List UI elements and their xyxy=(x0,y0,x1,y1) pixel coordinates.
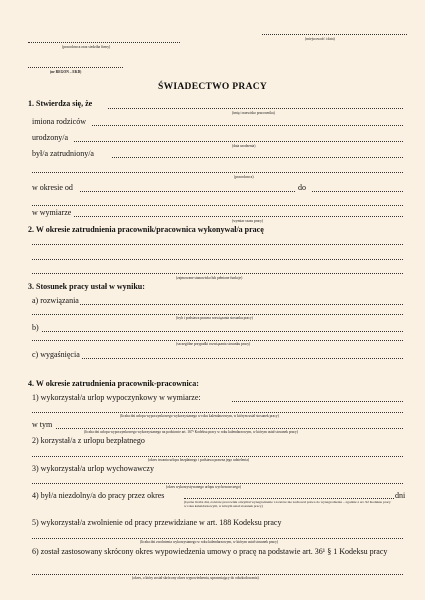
employee-name-caption: (imię i nazwisko pracownika) xyxy=(232,111,275,115)
regon-line[interactable] xyxy=(28,66,123,68)
termination-b-caption: (szczególne przypadki rozwiązania stosunku pracy) xyxy=(176,342,251,346)
item-1b-caption: (liczba dni urlopu wypoczynkowego wykorzystanego na podstawie art. 167¹ Kodeksu pracy w roku kalendarzowym, w którym ustał stosunek pracy) xyxy=(84,430,299,434)
birth-date-field[interactable] xyxy=(74,140,403,142)
termination-b-field[interactable] xyxy=(42,330,403,332)
period-extra-field[interactable] xyxy=(32,204,403,206)
item-2-label: 2) korzystał/a z urlopu bezpłatnego xyxy=(32,436,145,445)
item-5-field[interactable] xyxy=(32,537,403,539)
termination-a-caption: (tryb i podstawa prawna rozwiązania stosunku pracy) xyxy=(176,316,253,320)
employed-field-2[interactable] xyxy=(32,171,403,173)
item-1b-field[interactable] xyxy=(56,427,403,429)
employed-field[interactable] xyxy=(112,156,403,158)
position-field-1[interactable] xyxy=(32,243,403,245)
item-6-label: 6) został zastosowany skrócony okres wypowiedzenia umowy o pracę na podstawie art. 36¹ § 1 Kodeksu pracy xyxy=(32,547,388,556)
document-title: ŚWIADECTWO PRACY xyxy=(158,82,268,92)
period-from-label: w okresie od xyxy=(32,183,73,192)
period-from-field[interactable] xyxy=(80,190,295,192)
employed-label: był/a zatrudniony/a xyxy=(32,149,94,158)
termination-a-field[interactable] xyxy=(80,303,403,305)
position-field-3[interactable] xyxy=(32,272,403,274)
item-1b-label: w tym xyxy=(32,420,53,429)
born-label: urodzony/a xyxy=(32,133,68,142)
dimension-label: w wymiarze xyxy=(32,208,72,217)
item-5-label: 5) wykorzystał/a zwolnienie od pracy przewidziane w art. 188 Kodeksu pracy xyxy=(32,518,282,527)
item-1-field-2[interactable] xyxy=(32,411,403,413)
parents-field[interactable] xyxy=(92,124,403,126)
item-2-caption: (okres trwania urlopu bezpłatnego i podstawa prawna jego udzielenia) xyxy=(148,458,249,462)
termination-a-label: a) rozwiązania xyxy=(32,296,79,305)
dimension-caption: (wymiar czasu pracy) xyxy=(232,219,264,223)
section-1-heading: 1. Stwierdza się, że xyxy=(28,99,93,108)
section-3-heading: 3. Stosunek pracy ustał w wyniku: xyxy=(28,282,145,291)
termination-b-label: b) xyxy=(32,323,39,332)
section-2-heading: 2. W okresie zatrudnienia pracownik/pracownica wykonywał/a pracę xyxy=(28,225,264,234)
item-4-label: 4) był/a niezdolny/a do pracy przez okres xyxy=(32,491,165,500)
employer-caption: (pracodawca oraz siedziba firmy) xyxy=(62,45,111,49)
item-1-field[interactable] xyxy=(232,400,403,402)
place-date-line[interactable] xyxy=(262,33,407,35)
termination-c-label: c) wygaśnięcia xyxy=(32,350,80,359)
period-to-field[interactable] xyxy=(312,190,403,192)
item-1-caption: (liczba dni urlopu wypoczynkowego wykorzystanego w roku kalendarzowym, w którym ustał stosunek pracy) xyxy=(120,414,279,418)
item-3-caption: (okres wykorzystywanego urlopu wychowawczego) xyxy=(166,485,241,489)
regon-caption: (nr REGON – EKD) xyxy=(50,70,82,74)
item-3-label: 3) wykorzystał/a urlop wychowawczy xyxy=(32,464,154,473)
item-1-label: 1) wykorzystał/a urlop wypoczynkowy w wymiarze: xyxy=(32,393,201,402)
employer-line[interactable] xyxy=(28,41,180,43)
dimension-field[interactable] xyxy=(74,215,403,217)
period-to-label: do xyxy=(298,183,306,192)
item-6-caption: (okres, o który został skrócony okres wypowiedzenia, uprawniający do odszkodowania) xyxy=(132,576,259,580)
employee-name-field[interactable] xyxy=(108,107,403,109)
item-2-field[interactable] xyxy=(32,455,403,457)
item-5-caption: (liczba dni zwolnienia wykorzystanego w roku kalendarzowym, w którym ustał stosunek pracy) xyxy=(140,540,279,544)
parents-label: imiona rodziców xyxy=(32,117,86,126)
place-date-caption: (miejscowość i data) xyxy=(305,37,335,41)
birth-date-caption: (data urodzenia) xyxy=(232,144,256,148)
termination-a-field-2[interactable] xyxy=(32,313,403,315)
termination-b-field-2[interactable] xyxy=(32,339,403,341)
item-3-field[interactable] xyxy=(32,482,403,484)
position-field-2[interactable] xyxy=(32,258,403,260)
item-4-field[interactable] xyxy=(184,497,394,499)
item-6-field[interactable] xyxy=(32,573,403,575)
item-4-note: (łączna liczba dni, za które pracownik otrzymał wynagrodzenie i za które nie zachował prawa do wynagrodzenia – zgodnie z art. 92 Kodeksu pracy w roku kalendarzowym, w którym ustał stosunek pracy) xyxy=(184,500,391,509)
position-caption: (zajmowane stanowisko lub pełnione funkcje) xyxy=(176,276,243,280)
item-4-suffix: dni xyxy=(395,491,406,500)
employer-name-caption: (pracodawca) xyxy=(234,175,254,179)
section-4-heading: 4. W okresie zatrudnienia pracownik-pracownica: xyxy=(28,379,199,388)
termination-c-field[interactable] xyxy=(82,357,403,359)
